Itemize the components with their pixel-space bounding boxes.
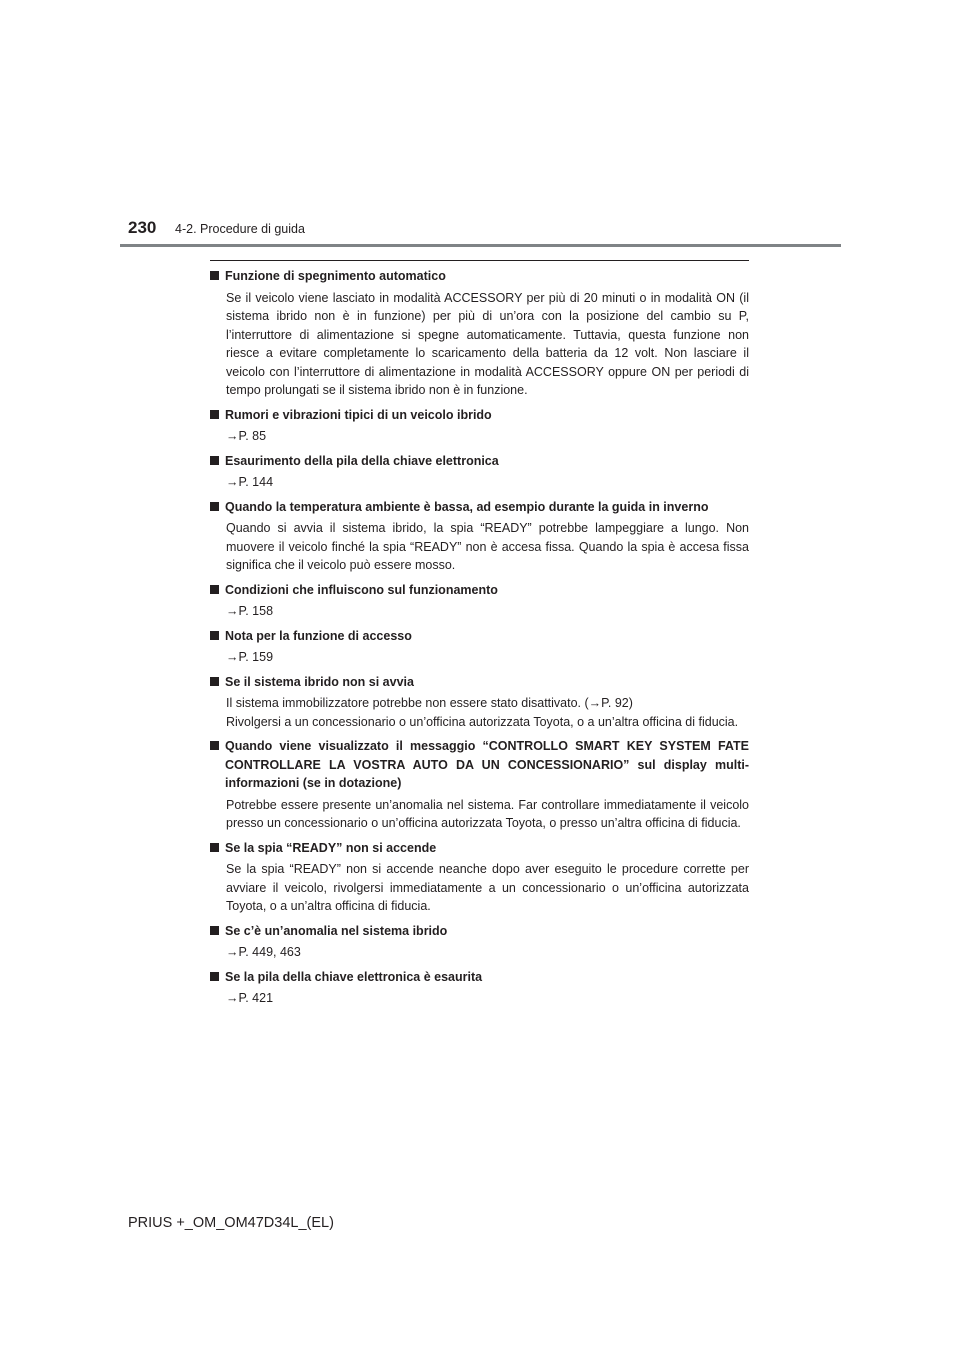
page-reference-link[interactable]: →P. 449, 463 [226, 945, 301, 959]
item-heading: Rumori e vibrazioni tipici di un veicolo ibrido [210, 406, 749, 425]
square-bullet-icon [210, 972, 219, 981]
square-bullet-icon [210, 741, 219, 750]
page-reference-link[interactable]: →P. 144 [226, 475, 274, 489]
page-reference-link[interactable]: →P. 159 [226, 650, 274, 664]
item-heading: Esaurimento della pila della chiave elettronica [210, 452, 749, 471]
page-number: 230 [128, 218, 157, 237]
item-body: Se la spia “READY” non si accende neanche dopo aver eseguito le procedure corrette per avviare il veicolo, rivolgersi immediatamente a un concessionario o un’officina autorizzata Toyota, o a un’altra officina di fiducia. [226, 862, 749, 913]
square-bullet-icon [210, 677, 219, 686]
header-rule [120, 244, 841, 247]
item-heading: Nota per la funzione di accesso [210, 627, 749, 646]
item-smart-key-message [210, 737, 749, 833]
square-bullet-icon [210, 271, 219, 280]
item-heading: Se c’è un’anomalia nel sistema ibrido [210, 922, 749, 941]
square-bullet-icon [210, 585, 219, 594]
manual-code-footer: PRIUS +_OM_OM47D34L_(EL) [128, 1215, 334, 1231]
page-reference-link[interactable]: →P. 158 [226, 604, 274, 618]
square-bullet-icon [210, 456, 219, 465]
square-bullet-icon [210, 926, 219, 935]
item-hybrid-malfunction [210, 922, 749, 962]
square-bullet-icon [210, 502, 219, 511]
item-body: Quando si avvia il sistema ibrido, la spia “READY” potrebbe lampeggiare a lungo. Non muovere il veicolo finché la spia “READY” non è accesa fissa. Quando la spia è accesa fissa significa che il veicolo può essere mosso. [226, 521, 749, 572]
item-heading: Quando la temperatura ambiente è bassa, ad esempio durante la guida in inverno [210, 498, 749, 517]
item-heading: Condizioni che influiscono sul funzionamento [210, 581, 749, 600]
content [210, 267, 749, 1014]
item-key-battery-dead [210, 968, 749, 1008]
item-heading: Se la spia “READY” non si accende [210, 839, 749, 858]
item-body-continued: Rivolgersi a un concessionario o un’officina autorizzata Toyota, o a un’altra officina di fiducia. [226, 714, 739, 729]
item-auto-power-off [210, 267, 749, 400]
item-hybrid-not-starting [210, 673, 749, 732]
item-heading: Se il sistema ibrido non si avvia [210, 673, 749, 692]
page-reference-link[interactable]: →P. 85 [226, 429, 267, 443]
item-operating-conditions [210, 581, 749, 621]
content-top-rule [210, 260, 749, 261]
item-heading: Funzione di spegnimento automatico [210, 267, 749, 286]
square-bullet-icon [210, 843, 219, 852]
item-key-battery-depletion [210, 452, 749, 492]
page-reference-link[interactable]: →P. 421 [226, 991, 274, 1005]
item-hybrid-noise [210, 406, 749, 446]
square-bullet-icon [210, 410, 219, 419]
item-body: Potrebbe essere presente un’anomalia nel sistema. Far controllare immediatamente il veicolo presso un concessionario o un’officina autorizzata Toyota, o presso un’altra officina di fiducia. [226, 797, 749, 830]
item-heading: Se la pila della chiave elettronica è esaurita [210, 968, 749, 987]
section-title: 4-2. Procedure di guida [175, 222, 305, 236]
item-ready-light-off [210, 839, 749, 916]
item-entry-function-note [210, 627, 749, 667]
item-body: Se il veicolo viene lasciato in modalità ACCESSORY per più di 20 minuti o in modalità ON (il sistema ibrido non è in funzione) per più di un’ora con la posizione del cambio su P, l’interruttore di alimentazione si spegne automaticamente. Tuttavia, questa funzione non riesce a evitare completamente lo scaricamento della batteria da 12 volt. Non lasciare il veicolo con l’interruttore di alimentazione in modalità ACCESSORY oppure ON per periodi di tempo prolungati se il sistema ibrido non è in funzione. [226, 290, 749, 397]
item-low-temperature [210, 498, 749, 575]
item-heading: Quando viene visualizzato il messaggio “CONTROLLO SMART KEY SYSTEM FATE CONTROLLARE LA VOSTRA AUTO DA UN CONCESSIONARIO” sul display multi-informazioni (se in dotazione) [210, 737, 749, 793]
item-body: Il sistema immobilizzatore potrebbe non essere stato disattivato. (→P. 92) [226, 696, 633, 710]
square-bullet-icon [210, 631, 219, 640]
